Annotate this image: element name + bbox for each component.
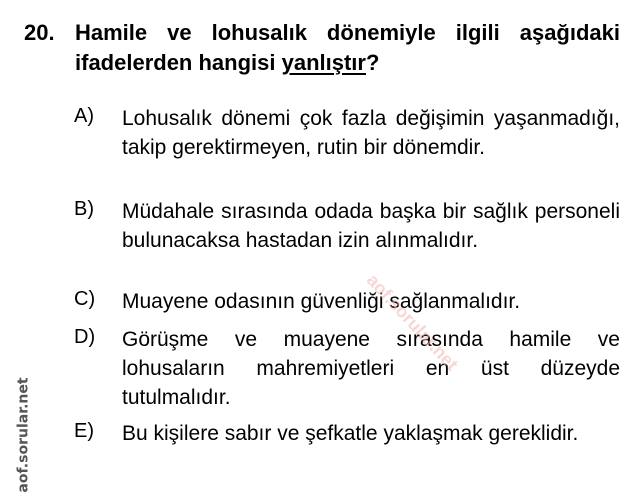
question-stem-end: ? — [365, 50, 380, 75]
question-stem — [75, 18, 620, 78]
option-c-text: Muayene odasının güvenliği sağlanmalıdır. — [122, 290, 521, 313]
question-stem-text: Hamile ve lohusalık dönemiyle ilgili aşağıdaki ifadelerden hangisi — [75, 20, 620, 75]
question-stem-emphasis: yanlıştır — [281, 50, 366, 75]
option-e-letter: E) — [74, 420, 94, 442]
side-watermark: aof.sorular.net — [15, 377, 32, 493]
option-a-letter: A) — [74, 105, 94, 127]
option-c-letter: C) — [74, 288, 96, 310]
option-b-letter: B) — [74, 198, 94, 220]
option-a-text: Lohusalık dönemi çok fazla değişimin yaşanmadığı, takip gerektirmeyen, rutin bir dönemdir. — [122, 107, 620, 159]
diagonal-watermark: aof.sorular.net — [362, 269, 462, 375]
option-d-text: Görüşme ve muayene sırasında hamile ve lohusaların mahremiyetleri en üst düzeyde tutulmalıdır. — [122, 328, 620, 409]
option-e-text: Bu kişilere sabır ve şefkatle yaklaşmak gereklidir. — [122, 422, 579, 445]
option-d-letter: D) — [74, 326, 96, 348]
question-number: 20. — [24, 20, 55, 45]
option-b-text: Müdahale sırasında odada başka bir sağlık personeli bulunacaksa hastadan izin alınmalıdır. — [122, 200, 620, 252]
